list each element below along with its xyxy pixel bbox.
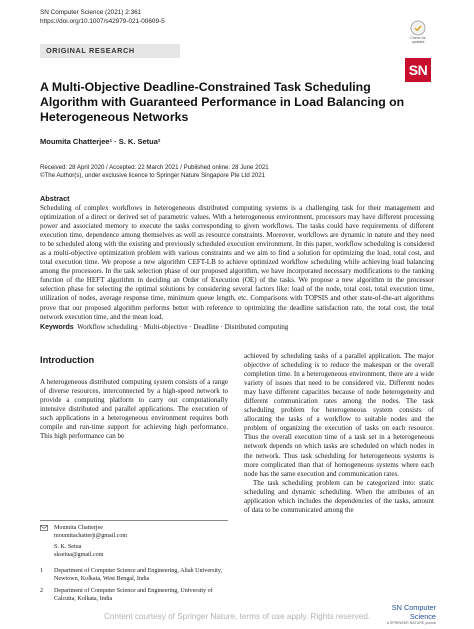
body-paragraph-1: achieved by scheduling tasks of a parallel application. The major objective of scheduling is to reduce the makespan or the overall completion time. In a heterogeneous environment, there are a wide variety of issues that need to be considered viz. Different nodes may have different capacities because of node heterogeneity and different communication rates among the nodes. The task scheduling problem for heterogeneous system consists of allocating the tasks of a workflow to suitable nodes and the problem of organizing the execution of tasks on each resource. Thus the overall execution time of a task set in a heterogeneous network depends on which tasks are scheduled on which nodes in the network. Thus task scheduling for heterogeneous systems is more complicated than that of homogeneous systems where each node has the same execution and communication rates. (244, 352, 434, 478)
affiliation-2-text: Department of Computer Science and Engineering, University of Calcutta, Kolkata, India (54, 588, 213, 602)
copyright-line: ©The Author(s), under exclusive licence to Springer Nature Singapore Pte Ltd 2021 (40, 172, 266, 180)
journal-reference (40, 8, 165, 26)
second-author-email[interactable]: sksetua@gmail.com (54, 552, 104, 559)
second-author-name: S. K. Setua (54, 544, 82, 551)
corresponding-author (40, 525, 228, 560)
courtesy-notice: Content courtesy of Springer Nature, terms of use apply. Rights reserved. (103, 612, 371, 621)
check-updates-label-2: updates (411, 40, 425, 44)
affiliation-1-mark: 1 (40, 567, 44, 574)
section-tag-label: ORIGINAL RESEARCH (46, 46, 135, 55)
author-list: Moumita Chatterjee¹ · S. K. Setua² (40, 137, 161, 146)
intro-paragraph: A heterogeneous distributed computing system consists of a range of diverse resources, interconnected by a high-speed network to provide a computing platform to carry out computationally intensive distributed and parallel applications. The execution of such applications in a heterogeneous environment requires both compile and run-time support for achieving high performance. This high performance can be (40, 378, 228, 441)
envelope-icon (40, 525, 54, 560)
author-footnotes (40, 520, 228, 607)
check-updates-label-1: Check for (410, 36, 426, 40)
footer-imprint: A SPRINGER NATURE journal (386, 621, 436, 625)
affiliation-2 (40, 588, 228, 603)
doi-link[interactable]: https://doi.org/10.1007/s42979-021-00609-5 (40, 18, 165, 25)
introduction-heading: Introduction (40, 355, 95, 365)
right-column (244, 352, 434, 515)
publication-dates (40, 164, 269, 181)
check-for-updates-badge[interactable] (404, 20, 432, 44)
keywords-label: Keywords (40, 324, 74, 331)
affiliation-1 (40, 568, 228, 583)
keywords-list: Workflow scheduling · Multi-objective · Deadline · Distributed computing (77, 323, 289, 331)
affiliation-2-mark: 2 (40, 588, 44, 595)
journal-citation: SN Computer Science (2021) 2:361 (40, 9, 142, 16)
corresponding-author-email[interactable]: moumitachatterji@gmail.com (54, 532, 128, 539)
affiliation-1-text: Department of Computer Science and Engineering, Aliah University, Newtown, Kolkata, West Bengal, India (54, 567, 222, 582)
footer-journal-name: SN Computer Science (391, 603, 436, 621)
corresponding-author-name: Moumita Chatterjee (54, 525, 103, 531)
abstract-heading: Abstract (40, 194, 70, 203)
abstract-text: Scheduling of complex workflows in heterogeneous distributed computing systems is a challenging task for their management and optimization of a direct or derived set of parametric values. With a heterogeneous environment, processors may have different processing power and associated memory to execute the tasks corresponding to given workflows. The tasks could have requirements of different execution time, dependence among themselves as well as resource constraints. Moreover, workflows are dynamic in nature and they need to be scheduled along with the existing and previously scheduled execution environment. In this paper, workflow scheduling is considered as a multi-objective optimization problem with various constraints and we aim to find a solution for optimizing the load, total cost, and total execution time. We propose a new algorithm CEFT-LB to achieve optimized workflow scheduling while achieving load balancing among the processors. In the task selection phase of our proposed algorithm, we have incorporated necessary modifications to the ranking function of the HEFT algorithm in deciding an Order of Execution (OE) of the tasks. We propose a new algorithm in the processor selection phase for selecting the optimal solutions by considering several factors like: load of the node, total cost, total execution time, utilization of nodes, average response time, minimum queue length, etc. Comparisons with TOPSIS and other state-of-the-art algorithms prove that our proposed algorithm performs better with reference to optimizing the deadline satisfaction rate, the total cost, the total network execution time, and the mean load. (40, 204, 434, 321)
body-paragraph-2: The task scheduling problem can be categorized into: static scheduling and dynamic scheduling. When the attributes of an application which includes the dependencies of the tasks, amount of data to be communicated among the (244, 478, 434, 514)
keywords-line (40, 323, 434, 332)
left-column (40, 352, 228, 441)
sn-logo: SN (405, 58, 431, 82)
check-updates-icon (410, 20, 426, 36)
article-title: A Multi-Objective Deadline-Constrained Task Scheduling Algorithm with Guaranteed Performance in Load Balancing on Heterogeneous Networks (40, 80, 405, 124)
history-line: Received: 28 April 2020 / Accepted: 22 March 2021 / Published online: 28 June 2021 (40, 164, 269, 171)
section-tag (40, 44, 180, 58)
